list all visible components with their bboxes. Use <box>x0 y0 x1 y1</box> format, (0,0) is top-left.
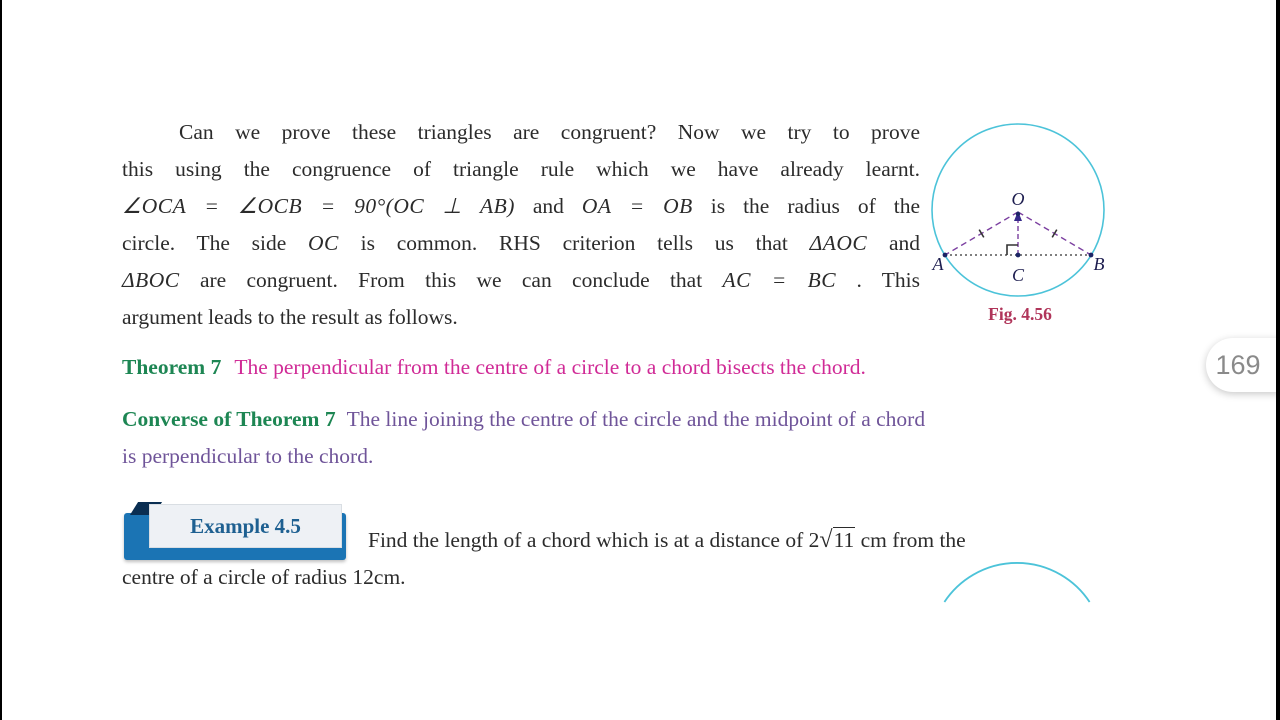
example-banner-panel <box>149 504 342 548</box>
theorem-text: The perpendicular from the centre of a circle to a chord bisects the chord. <box>234 355 866 379</box>
example-text-line2: centre of a circle of radius 12cm. <box>122 565 406 589</box>
paragraph-line: argument leads to the result as follows. <box>122 305 458 329</box>
paragraph-line: ∠OCA = ∠OCB = 90°(OC ⊥ AB) and OA = OB is the radius of the <box>122 194 920 218</box>
page-number-badge[interactable] <box>1206 338 1280 392</box>
intro-paragraph <box>122 114 920 336</box>
theorem-label: Theorem 7 <box>122 355 222 379</box>
right-border <box>1276 0 1280 720</box>
label-B: B <box>1093 254 1105 274</box>
math-expression: ∠OCA = ∠OCB = 90°(OC ⊥ AB) <box>122 194 515 218</box>
math-expression: ΔAOC <box>809 231 868 255</box>
converse-label: Converse of Theorem 7 <box>122 407 336 431</box>
label-C: C <box>1011 265 1025 285</box>
example-text-line1: Find the length of a chord which is at a distance of 2√11 cm from the <box>368 527 966 553</box>
partial-circle-arc <box>940 556 1095 606</box>
converse-text-line2: is perpendicular to the chord. <box>122 444 374 468</box>
tick-mark-OB <box>1052 230 1057 238</box>
label-O: O <box>1011 189 1025 209</box>
label-A: A <box>932 254 944 274</box>
math-expression: OC <box>308 231 339 255</box>
example-label: Example 4.5 <box>190 513 301 538</box>
circle-figure <box>930 115 1110 315</box>
math-expression: AC = BC <box>722 268 837 292</box>
math-expression: ΔBOC <box>122 268 180 292</box>
paragraph-line: Can we prove these triangles are congruent? Now we try to prove <box>179 120 920 144</box>
paragraph-line: ΔBOC are congruent. From this we can conclude that AC = BC . This <box>122 268 920 292</box>
page-number: 169 <box>1215 349 1261 380</box>
theorem-7 <box>122 352 1132 382</box>
converse-text-line1: The line joining the centre of the circle and the midpoint of a chord <box>346 407 926 431</box>
math-expression: OA = OB <box>581 194 693 218</box>
point-C <box>1016 253 1021 258</box>
paragraph-line: this using the congruence of triangle rule which we have already learnt. <box>122 157 920 181</box>
tick-mark-OA <box>979 230 984 238</box>
left-border <box>0 0 2 720</box>
figure-caption: Fig. 4.56 <box>988 304 1052 324</box>
paragraph-line: circle. The side OC is common. RHS criterion tells us that ΔAOC and <box>122 231 921 255</box>
point-O <box>1016 212 1020 216</box>
sqrt-symbol: √ <box>819 527 833 553</box>
example-banner <box>122 502 356 562</box>
radicand: 11 <box>833 528 855 552</box>
converse-of-theorem-7 <box>122 401 1132 475</box>
circle-diagram <box>930 115 1110 315</box>
